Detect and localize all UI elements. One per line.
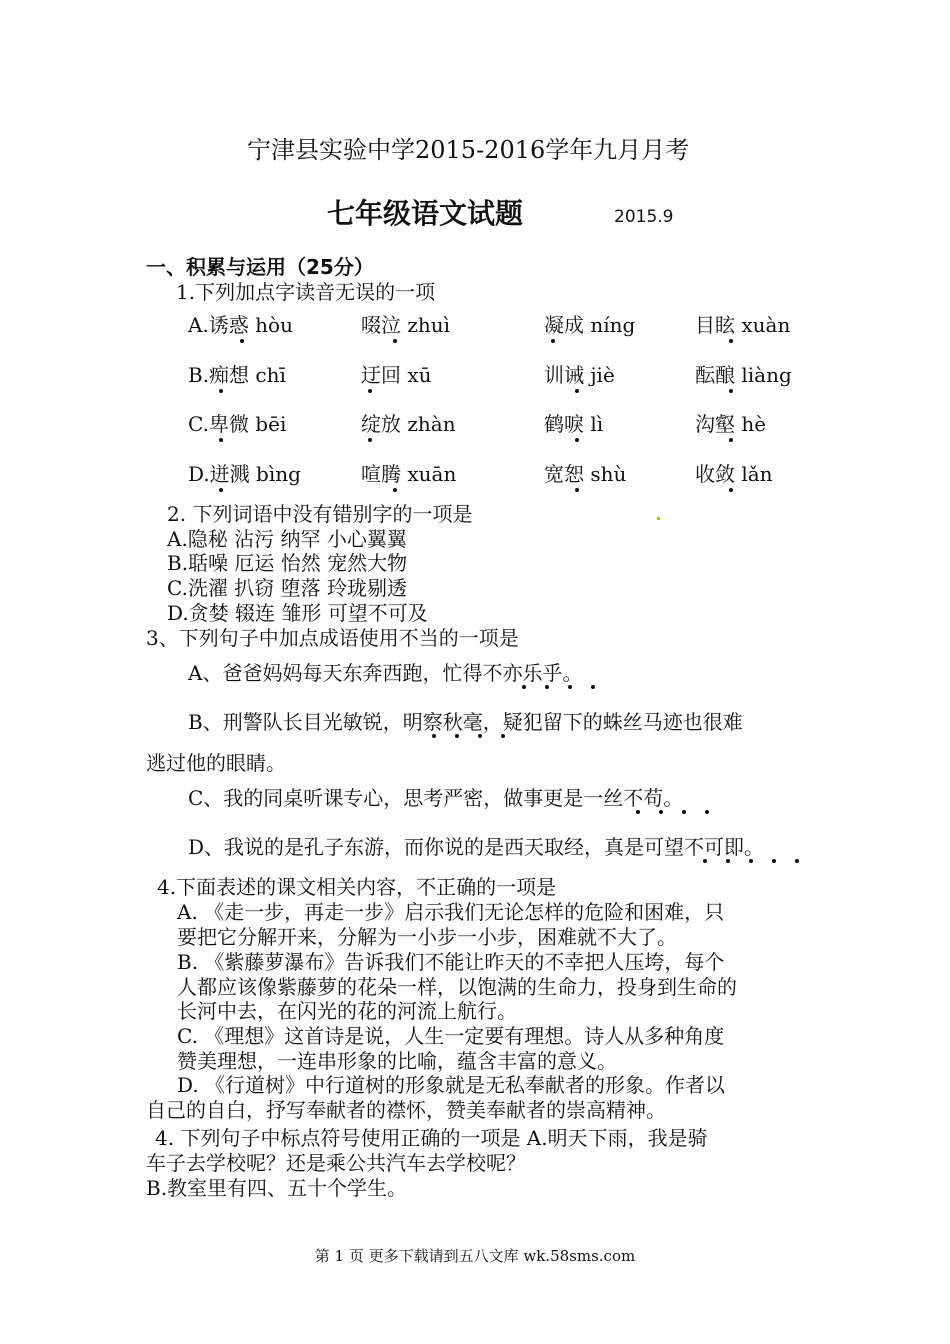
q1-option: 训诫 jiè	[544, 363, 615, 387]
school-title: 宁津县实验中学2015-2016学年九月月考	[247, 136, 690, 164]
emphasis-dot	[219, 488, 223, 492]
emphasis-dot	[545, 685, 549, 689]
q3-stem: 3、下列句子中加点成语使用不当的一项是	[146, 626, 519, 650]
emphasis-dot	[703, 859, 707, 863]
q5-line: 车子去学校呢？还是乘公共汽车去学校呢？	[146, 1151, 526, 1175]
q1-option: 凝成 níng	[544, 313, 636, 337]
q4-line: 人都应该像紫藤萝的花朵一样，以饱满的生命力，投身到生命的	[177, 975, 737, 999]
emphasis-dot	[393, 339, 397, 343]
q4-line: B. 《紫藤萝瀑布》告诉我们不能让昨天的不幸把人压垮，每个	[177, 950, 725, 974]
q1-option: 鹤唳 lì	[544, 412, 604, 436]
emphasis-dot	[393, 488, 397, 492]
q4-line: D. 《行道树》中行道树的形象就是无私奉献者的形象。作者以	[177, 1073, 726, 1097]
emphasis-dot	[729, 488, 733, 492]
emphasis-dot	[501, 734, 505, 738]
emphasis-dot	[522, 685, 526, 689]
exam-title: 七年级语文试题	[327, 197, 524, 230]
q4-line: 长河中去，在闪光的花的河流上航行。	[177, 999, 517, 1023]
emphasis-dot	[368, 438, 372, 442]
emphasis-dot	[729, 389, 733, 393]
q3-option-b-cont: 逃过他的眼睛。	[146, 751, 286, 775]
q1-option: 啜泣 zhuì	[361, 313, 451, 337]
emphasis-dot	[568, 685, 572, 689]
q4-line: 赞美理想，一连串形象的比喻，蕴含丰富的意义。	[177, 1049, 617, 1073]
emphasis-dot	[729, 339, 733, 343]
q1-stem: 1.下列加点字读音无误的一项	[176, 280, 436, 304]
emphasis-dot	[575, 438, 579, 442]
q1-option: D.迸溅 bìng	[188, 462, 301, 486]
emphasis-dot	[240, 339, 244, 343]
q1-option: A.诱惑 hòu	[188, 313, 293, 337]
emphasis-dot	[478, 734, 482, 738]
q4-stem: 4.下面表述的课文相关内容，不正确的一项是	[157, 875, 557, 899]
q5-line: B.教室里有四、五十个学生。	[146, 1176, 408, 1200]
q1-option: 酝酿 liàng	[695, 363, 792, 387]
q2-option: D.贪婪 辍连 雏形 可望不可及	[167, 601, 428, 625]
emphasis-dot	[455, 734, 459, 738]
emphasis-dot	[591, 685, 595, 689]
q2-option: A.隐秘 沾污 纳罕 小心翼翼	[167, 527, 407, 551]
q1-option: 迂回 xū	[361, 363, 432, 387]
q1-option: 绽放 zhàn	[361, 412, 456, 436]
emphasis-dot	[432, 734, 436, 738]
q1-option: 喧腾 xuān	[361, 462, 457, 486]
emphasis-dot	[219, 438, 223, 442]
emphasis-dot	[729, 438, 733, 442]
emphasis-dot	[575, 488, 579, 492]
emphasis-dot	[682, 810, 686, 814]
q3-option-a: A、爸爸妈妈每天东奔西跑，忙得不亦乐乎。	[188, 661, 583, 685]
q1-option: B.痴想 chī	[188, 363, 286, 387]
q2-option: C.洗濯 扒窃 堕落 玲珑剔透	[167, 576, 408, 600]
q1-option: 沟壑 hè	[695, 412, 767, 436]
emphasis-dot	[551, 339, 555, 343]
stray-mark	[657, 517, 660, 520]
emphasis-dot	[705, 810, 709, 814]
emphasis-dot	[368, 389, 372, 393]
emphasis-dot	[726, 859, 730, 863]
q4-line: 自己的自白，抒写奉献者的襟怀，赞美奉献者的崇高精神。	[146, 1098, 666, 1122]
q1-option: C.卑微 bēi	[188, 412, 287, 436]
emphasis-dot	[636, 810, 640, 814]
exam-date: 2015.9	[614, 207, 674, 227]
q2-option: B.聒噪 厄运 怡然 宠然大物	[167, 551, 408, 575]
emphasis-dot	[749, 859, 753, 863]
q1-option: 宽恕 shù	[544, 462, 627, 486]
q3-option-b: B、刑警队长目光敏锐，明察秋毫，疑犯留下的蛛丝马迹也很难	[188, 710, 743, 734]
emphasis-dot	[659, 810, 663, 814]
emphasis-dot	[575, 389, 579, 393]
q3-option-c: C、我的同桌听课专心，思考严密，做事更是一丝不苟。	[188, 786, 684, 810]
q4-line: 要把它分解开来，分解为一小步一小步，困难就不大了。	[177, 925, 677, 949]
q4-line: A. 《走一步，再走一步》启示我们无论怎样的危险和困难，只	[177, 900, 725, 924]
emphasis-dot	[772, 859, 776, 863]
emphasis-dot	[795, 859, 799, 863]
section-title: 一、积累与运用（25分）	[146, 255, 374, 279]
q1-option: 目眩 xuàn	[695, 313, 791, 337]
q2-stem: 2. 下列词语中没有错别字的一项是	[167, 502, 473, 526]
q3-option-d: D、我说的是孔子东游，而你说的是西天取经，真是可望不可即。	[188, 835, 765, 859]
q1-option: 收敛 lǎn	[695, 462, 773, 486]
q4-line: C. 《理想》这首诗是说，人生一定要有理想。诗人从多种角度	[177, 1024, 725, 1048]
emphasis-dot	[219, 389, 223, 393]
q5-stem: 4. 下列句子中标点符号使用正确的一项是 A.明天下雨，我是骑	[155, 1126, 708, 1150]
page-footer: 第 1 页 更多下载请到五八文库 wk.58sms.com	[314, 1247, 636, 1265]
